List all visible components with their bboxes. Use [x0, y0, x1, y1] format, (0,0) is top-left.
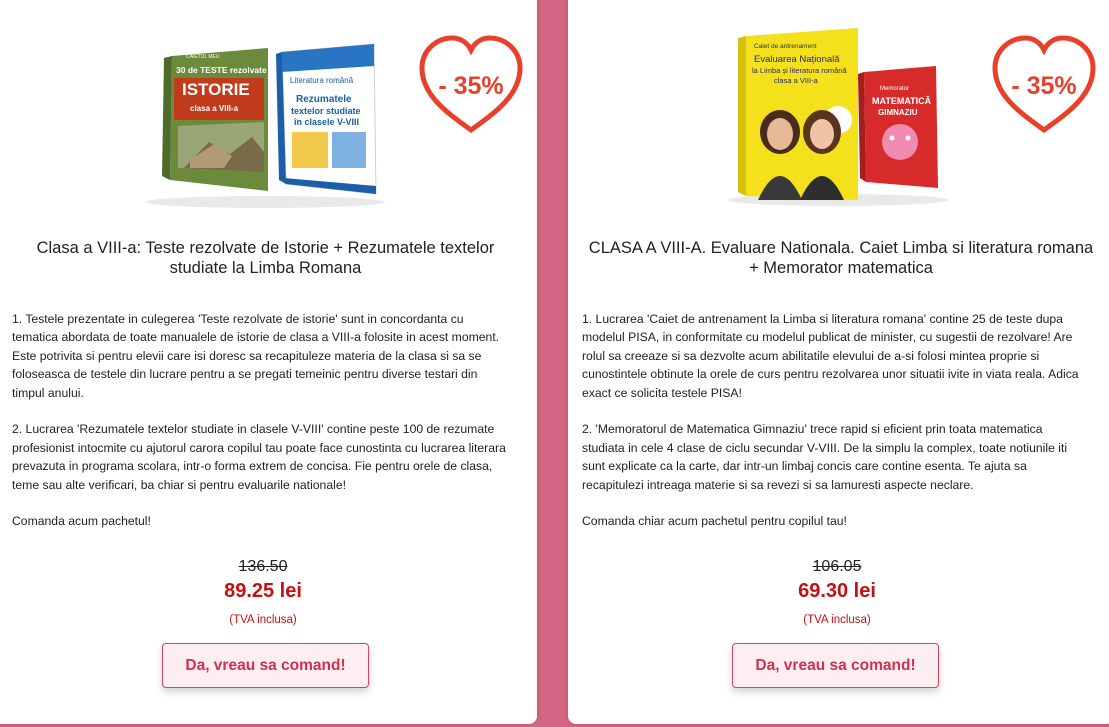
svg-text:la Limba și literatura română: la Limba și literatura română — [752, 66, 847, 75]
sale-price: 89.25 lei — [224, 580, 302, 602]
product-title[interactable]: Clasa a VIII-a: Teste rezolvate de Istorie + Rezumatele textelor studiate la Limba Romana — [36, 239, 495, 277]
product-image-1[interactable] — [0, 0, 537, 212]
product-card-2 — [568, 0, 1109, 724]
product-card-1 — [0, 0, 537, 724]
discount-heart-icon — [422, 38, 520, 130]
math-memorator-image — [858, 66, 938, 188]
literature-book-image — [276, 44, 376, 194]
old-price: 106.05 — [812, 558, 862, 575]
svg-text:clasa a VIII-a: clasa a VIII-a — [774, 76, 818, 85]
description-paragraph: Comanda chiar acum pachetul pentru copilul tau! — [582, 514, 847, 529]
product-description — [12, 310, 511, 549]
description-paragraph: 1. Lucrarea 'Caiet de antrenament la Limba si literatura romana' contine 25 de teste dupa modelul PISA, in conformitate cu modelul publicat de minister, cu sugestii de rezolvare! Are rolul sa creeaze si sa dezvolte acum abilitatile elevului de a-si folosi mintea proprie si cunostintele obtinute la orele de curs pentru rezolvarea unor situatii ivite in viata reala. Adica exact ce solicita testele PISA! — [582, 312, 1079, 400]
svg-text:MATEMATICĂ: MATEMATICĂ — [872, 96, 932, 106]
svg-text:Literatura română: Literatura română — [290, 76, 354, 85]
svg-text:GIMNAZIU: GIMNAZIU — [878, 108, 918, 117]
sale-price: 69.30 lei — [798, 580, 876, 602]
svg-text:în clasele V-VIII: în clasele V-VIII — [294, 117, 360, 127]
old-price: 136.50 — [238, 558, 288, 575]
description-paragraph: 2. 'Memoratorul de Matematica Gimnaziu' trece rapid si eficient prin toata matematica studiata in cele 4 clase de ciclu secundar V-VIII. De la simplu la complex, toate notiunile iti sunt explicate ca la carte, dar intr-un limbaj concis care contine esenta. Te ajuta sa recapitulezi intreaga materie si sa revezi si sa lamuresti aspecte neclare. — [582, 422, 1068, 492]
vat-note: (TVA inclusa) — [803, 614, 871, 626]
order-button[interactable]: Da, vreau sa comand! — [162, 643, 369, 688]
product-title[interactable]: CLASA A VIII-A. Evaluare Nationala. Caiet Limba si literatura romana + Memorator matematica — [588, 239, 1094, 277]
romanian-workbook-image — [738, 28, 858, 200]
vat-note: (TVA inclusa) — [229, 614, 297, 626]
svg-text:textelor studiate: textelor studiate — [291, 106, 361, 116]
svg-text:30 de TESTE rezolvate: 30 de TESTE rezolvate — [176, 65, 267, 75]
description-paragraph: 2. Lucrarea 'Rezumatele textelor studiate in clasele V-VIII' contine peste 100 de rezumate profesionist intocmite cu ajutorul carora copilul tau poate face cunostinta cu lucrarea literara prevazuta in programa scolara, intr-o forma extrem de concisa. Fie pentru orele de clasa, teme sau alte verificari, ba chiar si pentru evaluarile nationale! — [12, 422, 506, 492]
description-paragraph: Comanda acum pachetul! — [12, 514, 151, 529]
svg-text:Memorator: Memorator — [880, 86, 910, 92]
svg-text:Caiet de antrenament: Caiet de antrenament — [754, 43, 817, 50]
discount-heart-icon — [995, 38, 1093, 130]
product-image-2[interactable] — [568, 0, 1109, 212]
order-button[interactable]: Da, vreau sa comand! — [732, 643, 939, 688]
discount-label: - 35% — [1011, 72, 1077, 100]
svg-text:Evaluarea Națională: Evaluarea Națională — [754, 54, 840, 65]
description-paragraph: 1. Testele prezentate in culegerea 'Teste rezolvate de istorie' sunt in concordanta cu tematica abordata de toate manualele de istorie de clasa a VIII-a folosite in acest moment. Este potrivita si pentru elevii care isi doresc sa recapituleze materia de la clasa si sa se foloseasca de testele din lucrare pentru a se pregati temeinic pentru diverse testari din timpul anului. — [12, 312, 500, 400]
svg-text:ISTORIE: ISTORIE — [182, 80, 250, 99]
history-book-image — [162, 48, 268, 191]
svg-text:Rezumatele: Rezumatele — [296, 94, 352, 105]
svg-text:CAIETUL MEU: CAIETUL MEU — [186, 54, 220, 60]
svg-text:clasa a VIII-a: clasa a VIII-a — [190, 104, 239, 113]
product-description — [582, 310, 1088, 549]
discount-label: - 35% — [438, 72, 504, 100]
